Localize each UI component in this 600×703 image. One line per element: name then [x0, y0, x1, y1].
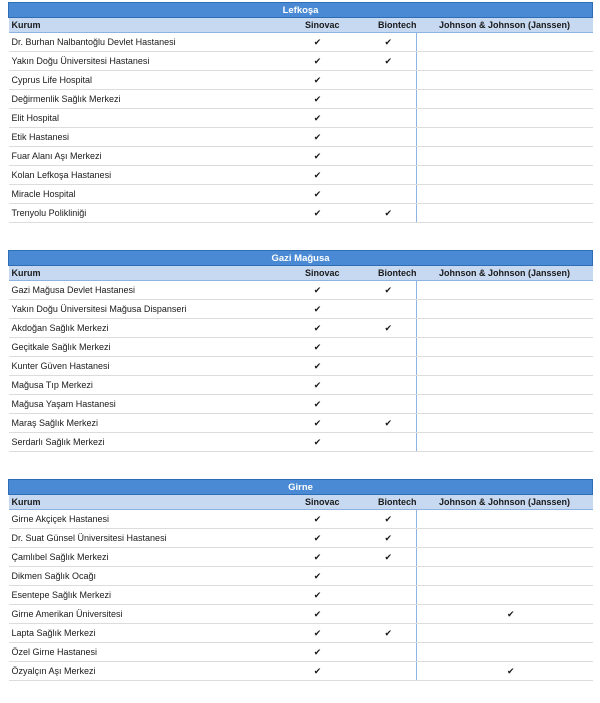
- sinovac-cell: [242, 338, 357, 357]
- sinovac-cell: [242, 204, 357, 223]
- sinovac-cell: [242, 319, 357, 338]
- biontech-cell: [357, 433, 417, 452]
- sinovac-cell: [242, 166, 357, 185]
- table-row: [9, 605, 593, 624]
- checkmark-icon: ✔: [313, 208, 322, 219]
- institution-name: Değirmenlik Sağlık Merkezi: [9, 90, 242, 109]
- table-row: [9, 300, 593, 319]
- sinovac-cell: [242, 71, 357, 90]
- jj-cell: [417, 281, 593, 300]
- sinovac-cell: [242, 128, 357, 147]
- table-row: [9, 33, 593, 52]
- jj-cell: [417, 319, 593, 338]
- checkmark-icon: ✔: [384, 208, 392, 219]
- institution-name: Mağusa Yaşam Hastanesi: [9, 395, 242, 414]
- sinovac-cell: [242, 433, 357, 452]
- jj-cell: [417, 90, 593, 109]
- jj-cell: [417, 510, 593, 529]
- checkmark-icon: ✔: [313, 533, 322, 544]
- institution-name: Yakın Doğu Üniversitesi Hastanesi: [9, 52, 242, 71]
- institution-name: Esentepe Sağlık Merkezi: [9, 586, 242, 605]
- table-row: [9, 319, 593, 338]
- checkmark-icon: ✔: [384, 323, 392, 334]
- column-header-row: [9, 266, 593, 281]
- biontech-cell: [357, 319, 417, 338]
- table-row: [9, 128, 593, 147]
- column-header-jj: Johnson & Johnson (Janssen): [417, 266, 593, 281]
- vaccine-table: [8, 250, 593, 452]
- institution-name: Serdarlı Sağlık Merkezi: [9, 433, 242, 452]
- institution-name: Dikmen Sağlık Ocağı: [9, 567, 242, 586]
- jj-cell: [417, 128, 593, 147]
- biontech-cell: [357, 548, 417, 567]
- jj-cell: [417, 605, 593, 624]
- checkmark-icon: ✔: [313, 323, 322, 334]
- column-header-kurum: Kurum: [9, 18, 242, 33]
- checkmark-icon: ✔: [384, 418, 392, 429]
- institution-name: Kolan Lefkoşa Hastanesi: [9, 166, 242, 185]
- column-header-biontech: Biontech: [357, 266, 417, 281]
- institution-name: Özel Girne Hastanesi: [9, 643, 242, 662]
- table-row: [9, 109, 593, 128]
- region-table-lefkosa: [8, 2, 592, 223]
- institution-name: Fuar Alanı Aşı Merkezi: [9, 147, 242, 166]
- jj-cell: [417, 166, 593, 185]
- table-row: [9, 376, 593, 395]
- jj-cell: [417, 529, 593, 548]
- checkmark-icon: ✔: [384, 37, 392, 48]
- column-header-kurum: Kurum: [9, 495, 242, 510]
- table-row: [9, 510, 593, 529]
- sinovac-cell: [242, 662, 357, 681]
- column-header-kurum: Kurum: [9, 266, 242, 281]
- jj-cell: [417, 567, 593, 586]
- biontech-cell: [357, 204, 417, 223]
- sinovac-cell: [242, 52, 357, 71]
- biontech-cell: [357, 338, 417, 357]
- jj-cell: [417, 548, 593, 567]
- column-header-jj: Johnson & Johnson (Janssen): [417, 495, 593, 510]
- column-header-jj: Johnson & Johnson (Janssen): [417, 18, 593, 33]
- jj-cell: [417, 414, 593, 433]
- checkmark-icon: ✔: [313, 418, 322, 429]
- institution-name: Lapta Sağlık Merkezi: [9, 624, 242, 643]
- biontech-cell: [357, 281, 417, 300]
- table-row: [9, 548, 593, 567]
- jj-cell: [417, 376, 593, 395]
- institution-name: Dr. Suat Günsel Üniversitesi Hastanesi: [9, 529, 242, 548]
- sinovac-cell: [242, 643, 357, 662]
- sinovac-cell: [242, 376, 357, 395]
- sinovac-cell: [242, 33, 357, 52]
- table-row: [9, 414, 593, 433]
- biontech-cell: [357, 109, 417, 128]
- checkmark-icon: ✔: [313, 647, 322, 658]
- table-row: [9, 586, 593, 605]
- checkmark-icon: ✔: [313, 361, 322, 372]
- sinovac-cell: [242, 567, 357, 586]
- institution-name: Mağusa Tıp Merkezi: [9, 376, 242, 395]
- sinovac-cell: [242, 185, 357, 204]
- region-table-gazi-magusa: [8, 250, 592, 452]
- table-row: [9, 147, 593, 166]
- table-row: [9, 643, 593, 662]
- column-header-row: [9, 495, 593, 510]
- institution-name: Çamlıbel Sağlık Merkezi: [9, 548, 242, 567]
- checkmark-icon: ✔: [313, 380, 322, 391]
- table-row: [9, 338, 593, 357]
- institution-name: Gazi Mağusa Devlet Hastanesi: [9, 281, 242, 300]
- checkmark-icon: ✔: [313, 552, 322, 563]
- table-row: [9, 52, 593, 71]
- jj-cell: [417, 662, 593, 681]
- sinovac-cell: [242, 357, 357, 376]
- region-title: Girne: [9, 480, 593, 495]
- jj-cell: [417, 33, 593, 52]
- biontech-cell: [357, 414, 417, 433]
- sinovac-cell: [242, 414, 357, 433]
- biontech-cell: [357, 33, 417, 52]
- checkmark-icon: ✔: [384, 56, 392, 67]
- table-row: [9, 71, 593, 90]
- jj-cell: [417, 357, 593, 376]
- column-header-row: [9, 18, 593, 33]
- region-title: Lefkoşa: [9, 3, 593, 18]
- table-row: [9, 166, 593, 185]
- checkmark-icon: ✔: [506, 666, 515, 677]
- biontech-cell: [357, 643, 417, 662]
- institution-name: Maraş Sağlık Merkezi: [9, 414, 242, 433]
- biontech-cell: [357, 624, 417, 643]
- biontech-cell: [357, 90, 417, 109]
- sinovac-cell: [242, 624, 357, 643]
- sinovac-cell: [242, 300, 357, 319]
- biontech-cell: [357, 529, 417, 548]
- checkmark-icon: ✔: [313, 94, 322, 105]
- checkmark-icon: ✔: [313, 342, 322, 353]
- checkmark-icon: ✔: [313, 132, 322, 143]
- biontech-cell: [357, 357, 417, 376]
- sinovac-cell: [242, 605, 357, 624]
- institution-name: Girne Amerikan Üniversitesi: [9, 605, 242, 624]
- checkmark-icon: ✔: [313, 304, 322, 315]
- checkmark-icon: ✔: [313, 56, 322, 67]
- institution-name: Akdoğan Sağlık Merkezi: [9, 319, 242, 338]
- region-title-row: [9, 251, 593, 266]
- checkmark-icon: ✔: [384, 285, 392, 296]
- table-row: [9, 433, 593, 452]
- region-table-girne: [8, 479, 592, 681]
- vaccine-table: [8, 479, 593, 681]
- sinovac-cell: [242, 548, 357, 567]
- institution-name: Cyprus Life Hospital: [9, 71, 242, 90]
- jj-cell: [417, 185, 593, 204]
- table-row: [9, 662, 593, 681]
- biontech-cell: [357, 71, 417, 90]
- institution-name: Miracle Hospital: [9, 185, 242, 204]
- institution-name: Girne Akçiçek Hastanesi: [9, 510, 242, 529]
- biontech-cell: [357, 166, 417, 185]
- checkmark-icon: ✔: [313, 37, 322, 48]
- checkmark-icon: ✔: [313, 437, 322, 448]
- institution-name: Kunter Güven Hastanesi: [9, 357, 242, 376]
- biontech-cell: [357, 662, 417, 681]
- column-header-sinovac: Sinovac: [242, 266, 357, 281]
- column-header-biontech: Biontech: [357, 495, 417, 510]
- checkmark-icon: ✔: [313, 75, 322, 86]
- jj-cell: [417, 395, 593, 414]
- region-title-row: [9, 3, 593, 18]
- biontech-cell: [357, 586, 417, 605]
- biontech-cell: [357, 128, 417, 147]
- institution-name: Trenyolu Polikliniği: [9, 204, 242, 223]
- region-title: Gazi Mağusa: [9, 251, 593, 266]
- table-row: [9, 357, 593, 376]
- checkmark-icon: ✔: [506, 609, 515, 620]
- sinovac-cell: [242, 281, 357, 300]
- sinovac-cell: [242, 510, 357, 529]
- table-row: [9, 185, 593, 204]
- sinovac-cell: [242, 395, 357, 414]
- sinovac-cell: [242, 147, 357, 166]
- checkmark-icon: ✔: [384, 552, 392, 563]
- jj-cell: [417, 433, 593, 452]
- biontech-cell: [357, 300, 417, 319]
- jj-cell: [417, 52, 593, 71]
- region-title-row: [9, 480, 593, 495]
- checkmark-icon: ✔: [313, 399, 322, 410]
- institution-name: Dr. Burhan Nalbantoğlu Devlet Hastanesi: [9, 33, 242, 52]
- checkmark-icon: ✔: [313, 113, 322, 124]
- vaccine-table: [8, 2, 593, 223]
- table-row: [9, 281, 593, 300]
- biontech-cell: [357, 376, 417, 395]
- biontech-cell: [357, 567, 417, 586]
- table-row: [9, 204, 593, 223]
- jj-cell: [417, 300, 593, 319]
- table-row: [9, 529, 593, 548]
- column-header-biontech: Biontech: [357, 18, 417, 33]
- jj-cell: [417, 71, 593, 90]
- jj-cell: [417, 338, 593, 357]
- institution-name: Yakın Doğu Üniversitesi Mağusa Dispanseri: [9, 300, 242, 319]
- table-row: [9, 90, 593, 109]
- checkmark-icon: ✔: [384, 533, 392, 544]
- checkmark-icon: ✔: [313, 609, 322, 620]
- biontech-cell: [357, 605, 417, 624]
- jj-cell: [417, 147, 593, 166]
- sinovac-cell: [242, 586, 357, 605]
- jj-cell: [417, 109, 593, 128]
- institution-name: Özyalçın Aşı Merkezi: [9, 662, 242, 681]
- checkmark-icon: ✔: [313, 285, 322, 296]
- jj-cell: [417, 624, 593, 643]
- biontech-cell: [357, 395, 417, 414]
- table-row: [9, 395, 593, 414]
- sinovac-cell: [242, 90, 357, 109]
- checkmark-icon: ✔: [313, 590, 322, 601]
- column-header-sinovac: Sinovac: [242, 18, 357, 33]
- biontech-cell: [357, 185, 417, 204]
- sinovac-cell: [242, 529, 357, 548]
- checkmark-icon: ✔: [384, 514, 392, 525]
- institution-name: Elit Hospital: [9, 109, 242, 128]
- biontech-cell: [357, 52, 417, 71]
- sinovac-cell: [242, 109, 357, 128]
- jj-cell: [417, 204, 593, 223]
- checkmark-icon: ✔: [313, 666, 322, 677]
- column-header-sinovac: Sinovac: [242, 495, 357, 510]
- checkmark-icon: ✔: [313, 514, 322, 525]
- jj-cell: [417, 643, 593, 662]
- biontech-cell: [357, 510, 417, 529]
- checkmark-icon: ✔: [313, 189, 322, 200]
- institution-name: Etik Hastanesi: [9, 128, 242, 147]
- checkmark-icon: ✔: [384, 628, 392, 639]
- checkmark-icon: ✔: [313, 170, 322, 181]
- checkmark-icon: ✔: [313, 151, 322, 162]
- checkmark-icon: ✔: [313, 571, 322, 582]
- biontech-cell: [357, 147, 417, 166]
- checkmark-icon: ✔: [313, 628, 322, 639]
- institution-name: Geçitkale Sağlık Merkezi: [9, 338, 242, 357]
- jj-cell: [417, 586, 593, 605]
- table-row: [9, 624, 593, 643]
- table-row: [9, 567, 593, 586]
